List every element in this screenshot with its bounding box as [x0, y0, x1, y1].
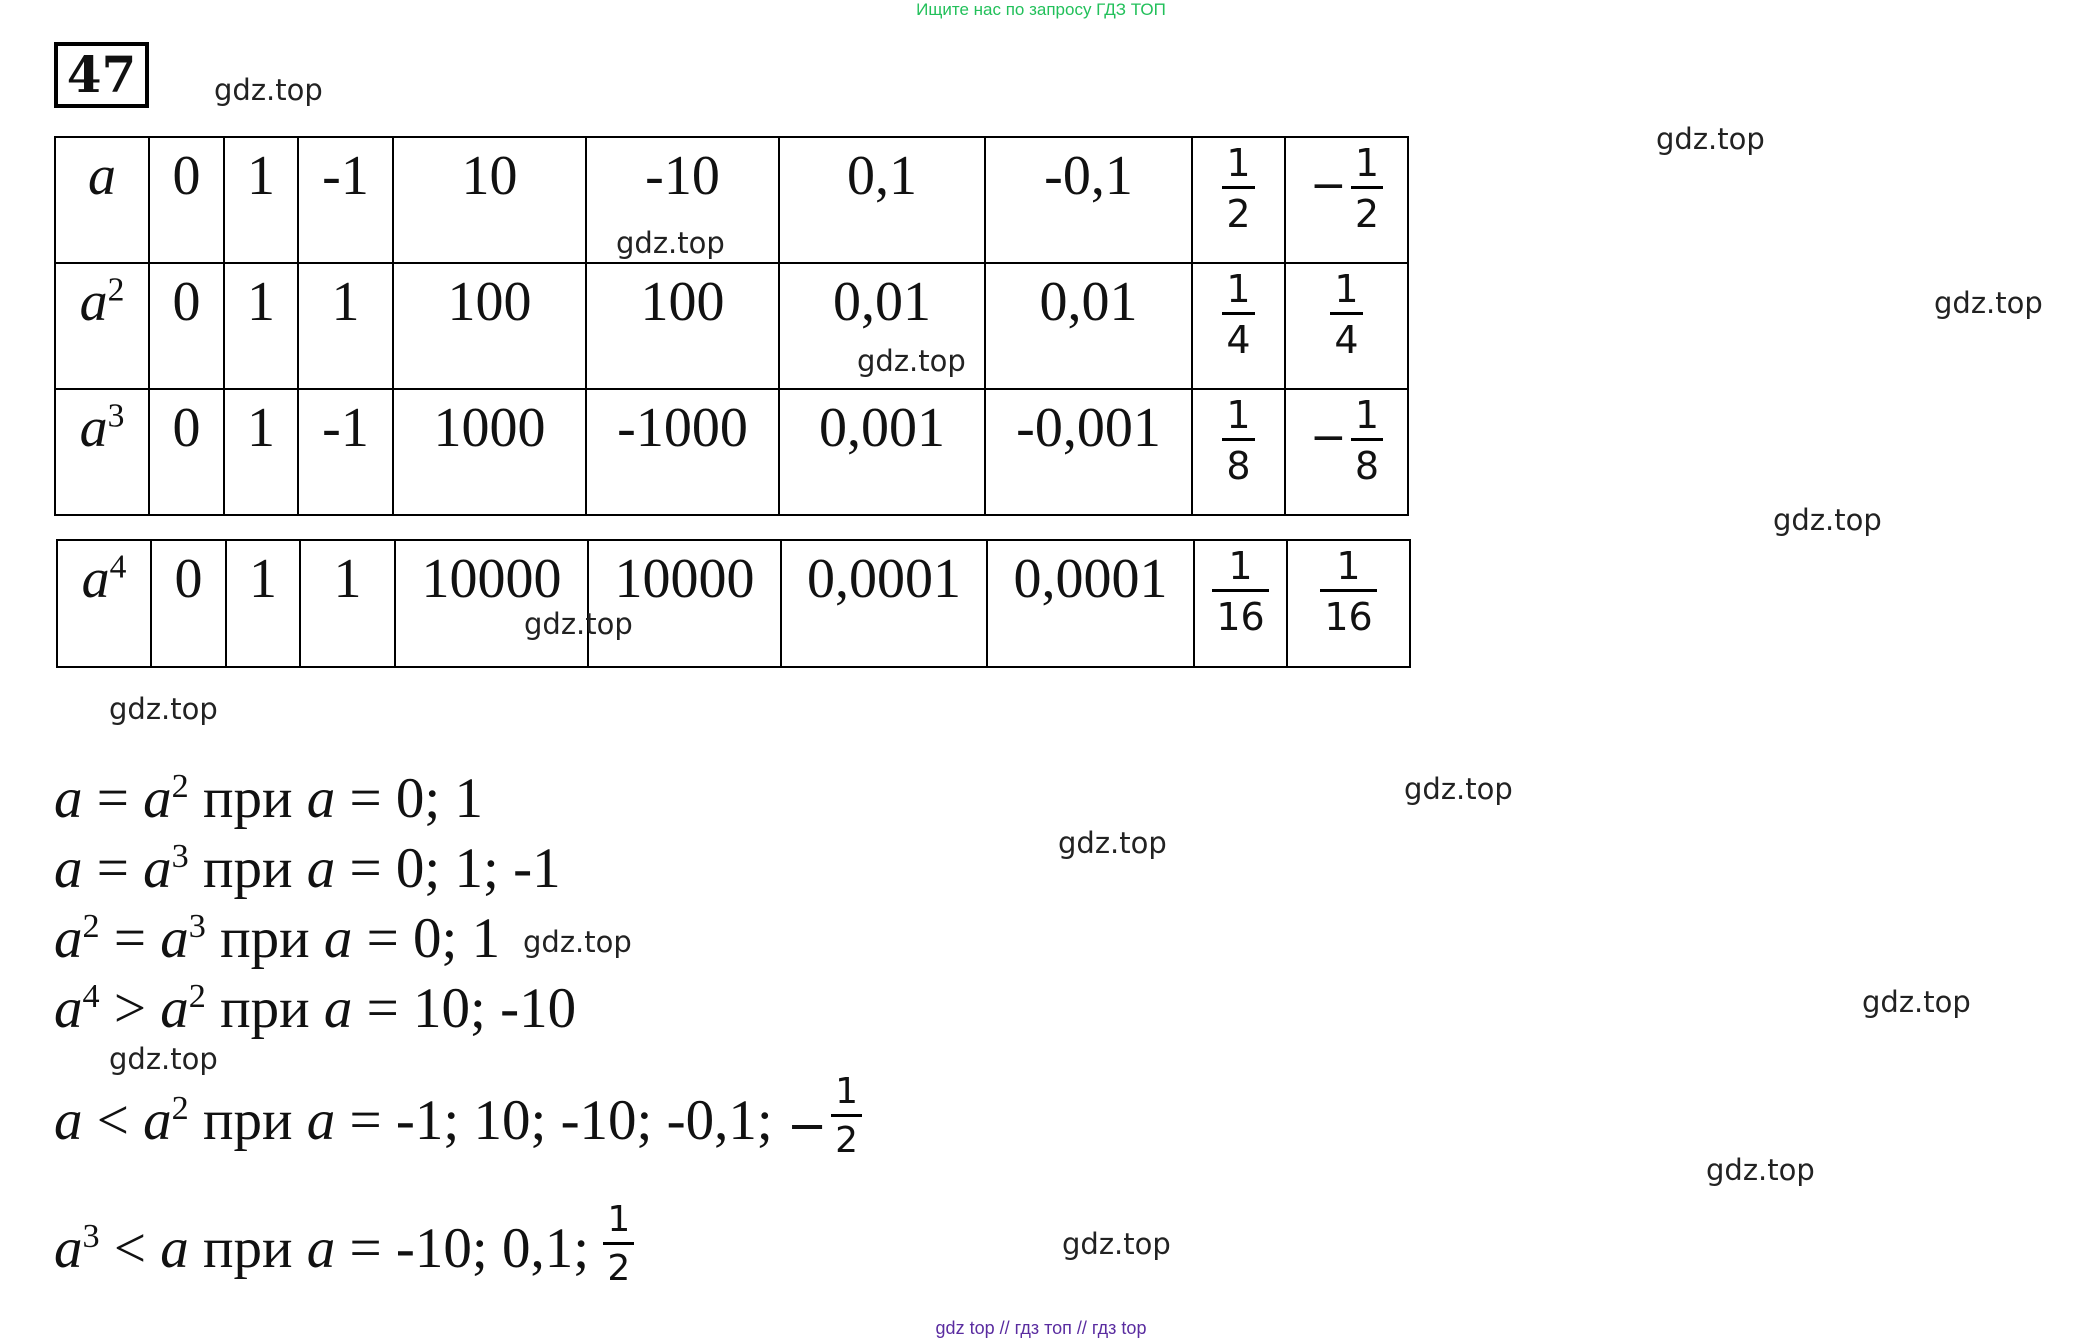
table-cell: -1000	[586, 389, 779, 515]
table-cell: 1	[226, 540, 300, 667]
table-cell: 0,001	[779, 389, 985, 515]
table-cell: 0	[151, 540, 226, 667]
watermark: gdz.top	[1773, 503, 1882, 537]
table-cell: 1	[224, 137, 298, 263]
equation-line-2: $a = a^3$ при a = 0; 1; -1	[54, 837, 561, 900]
watermark: gdz.top	[616, 226, 725, 260]
watermark: gdz.top	[214, 73, 323, 107]
table-row	[55, 389, 1408, 515]
table-cell: -0,1	[985, 137, 1192, 263]
task-number: 47	[54, 42, 149, 108]
table-cell: 10000	[395, 540, 588, 667]
fraction: $\frac{1}{16}$	[1320, 547, 1376, 636]
table-cell: 0,1	[779, 137, 985, 263]
fraction: $\frac{1}{2}$	[603, 1202, 634, 1287]
table-cell: 100	[393, 263, 586, 389]
watermark: gdz.top	[1934, 286, 2043, 320]
fraction-cell	[1192, 137, 1285, 263]
watermark: gdz.top	[109, 1042, 218, 1076]
footer: gdz top // гдз топ // гдз top	[935, 1318, 1147, 1338]
row-label: $a^4$	[57, 540, 151, 667]
watermark: gdz.top	[1404, 772, 1513, 806]
table-cell: -1	[298, 389, 393, 515]
watermark: gdz.top	[523, 925, 632, 959]
minus-sign: −	[1309, 160, 1347, 211]
watermark: gdz.top	[109, 692, 218, 726]
fraction: $\frac{1}{4}$	[1222, 270, 1254, 359]
table-cell: 1000	[393, 389, 586, 515]
row-label: $a^3$	[55, 389, 149, 515]
watermark: gdz.top	[857, 344, 966, 378]
fraction: $\frac{1}{4}$	[1330, 270, 1362, 359]
fraction: $\frac{1}{2}$	[1222, 144, 1254, 233]
fraction-cell	[1287, 540, 1410, 667]
table-cell: 10000	[588, 540, 781, 667]
equation-line-4: $a^4 > a^2$ при a = 10; -10	[54, 977, 577, 1040]
top-banner: Ищите нас по запросу ГДЗ ТОП	[916, 0, 1166, 19]
equation-line-1: $a = a^2$ при a = 0; 1	[54, 767, 483, 830]
row-label: $a^2$	[55, 263, 149, 389]
fraction-cell	[1285, 389, 1408, 515]
equation-line-5: $a < a^2$ при a = -1; 10; -10; -0,1; − $\frac{1}{2}$	[54, 1092, 862, 1159]
watermark: gdz.top	[1062, 1227, 1171, 1261]
table-cell: 0	[149, 389, 224, 515]
fraction: $\frac{1}{16}$	[1212, 547, 1268, 636]
table-row	[55, 263, 1408, 389]
table-cell: 0	[149, 263, 224, 389]
equation-line-3: $a^2 = a^3$ при a = 0; 1	[54, 907, 501, 970]
watermark: gdz.top	[1058, 826, 1167, 860]
minus-sign: −	[1309, 412, 1347, 463]
table-cell: 0	[149, 137, 224, 263]
fraction: $\frac{1}{2}$	[1351, 144, 1383, 233]
table-cell: 1	[224, 389, 298, 515]
powers-table	[54, 136, 1409, 516]
table-cell: -10	[586, 137, 779, 263]
fraction-cell	[1192, 389, 1285, 515]
table-cell: 1	[298, 263, 393, 389]
table-cell: 0,01	[985, 263, 1192, 389]
table-row-a4	[57, 540, 1410, 667]
table-cell: -0,001	[985, 389, 1192, 515]
table-cell: 1	[224, 263, 298, 389]
table-row	[55, 137, 1408, 263]
row-label: a	[55, 137, 149, 263]
watermark: gdz.top	[1862, 985, 1971, 1019]
a4-table	[56, 539, 1411, 668]
table-cell: 0,01	[779, 263, 985, 389]
fraction-cell	[1192, 263, 1285, 389]
equation-line-6: $a^3 < a$ при a = -10; 0,1; $\frac{1}{2}$	[54, 1220, 634, 1287]
watermark: gdz.top	[1656, 122, 1765, 156]
table-cell: 10	[393, 137, 586, 263]
fraction: $\frac{1}{2}$	[831, 1074, 862, 1159]
fraction: $\frac{1}{8}$	[1222, 396, 1254, 485]
table-cell: -1	[298, 137, 393, 263]
fraction: $\frac{1}{8}$	[1351, 396, 1383, 485]
table-cell: 1	[300, 540, 395, 667]
table-cell: 100	[586, 263, 779, 389]
fraction-cell	[1285, 263, 1408, 389]
fraction-cell	[1194, 540, 1287, 667]
watermark: gdz.top	[524, 607, 633, 641]
fraction-cell	[1285, 137, 1408, 263]
watermark: gdz.top	[1706, 1153, 1815, 1187]
table-cell: 0,0001	[987, 540, 1194, 667]
table-cell: 0,0001	[781, 540, 987, 667]
